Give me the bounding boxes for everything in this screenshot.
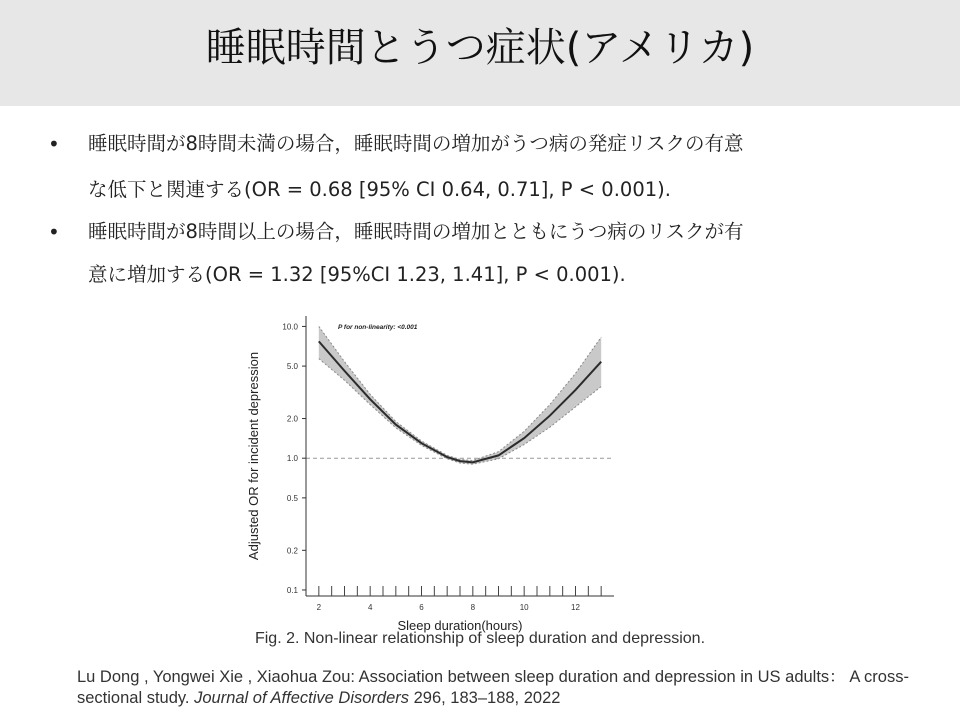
citation-details: 296, 183–188, 2022 — [413, 689, 561, 707]
y-tick-label: 10.0 — [282, 322, 298, 332]
bullet-marker: • — [48, 220, 60, 244]
y-tick-label: 5.0 — [286, 362, 298, 372]
x-tick-label: 6 — [419, 603, 424, 612]
y-tick-label: 1.0 — [286, 454, 298, 464]
x-tick-label: 2 — [316, 603, 322, 612]
x-tick-label: 4 — [367, 603, 373, 612]
y-tick-label: 2.0 — [286, 414, 298, 424]
figure-caption: Fig. 2. Non-linear relationship of sleep duration and depression. — [254, 630, 706, 647]
bullet-marker: • — [48, 132, 60, 156]
bullet-1-line-1: 睡眠時間が8時間未満の場合，睡眠時間の増加がうつ病の発症リスクの有意 — [88, 132, 744, 155]
citation-journal: Journal of Affective Disorders — [194, 689, 410, 707]
x-tick-label: 10 — [519, 603, 529, 612]
bullet-2-line-2: 意に増加する(OR = 1.32 [95%CI 1.23, 1.41], P < 0.001). — [88, 263, 626, 286]
chart-svg — [236, 306, 626, 636]
x-axis-label: Sleep duration(hours) — [397, 618, 523, 633]
citation — [77, 667, 917, 709]
citation-authors-title: Lu Dong , Yongwei Xie , Xiaohua Zou: Association between sleep duration and depression in US adults： A cross-sectional study. — [77, 668, 909, 707]
nonlinearity-annotation: P for non-linearity: <0.001 — [338, 324, 418, 331]
y-axis-label: Adjusted OR for incident depression — [246, 351, 261, 561]
bullet-2-line-1: 睡眠時間が8時間以上の場合，睡眠時間の増加とともにうつ病のリスクが有 — [88, 220, 744, 243]
y-tick-label: 0.2 — [286, 546, 298, 556]
x-tick-label: 8 — [470, 603, 476, 612]
bullet-1-line-2: な低下と関連する(OR = 0.68 [95% CI 0.64, 0.71], P < 0.001). — [88, 178, 671, 201]
y-tick-label: 0.5 — [286, 493, 298, 503]
slide-title: 睡眠時間とうつ症状(アメリカ) — [205, 25, 755, 71]
y-tick-label: 0.1 — [286, 585, 298, 595]
confidence-band — [319, 326, 601, 464]
x-tick-label: 12 — [571, 603, 580, 612]
sleep-depression-chart — [236, 306, 626, 636]
